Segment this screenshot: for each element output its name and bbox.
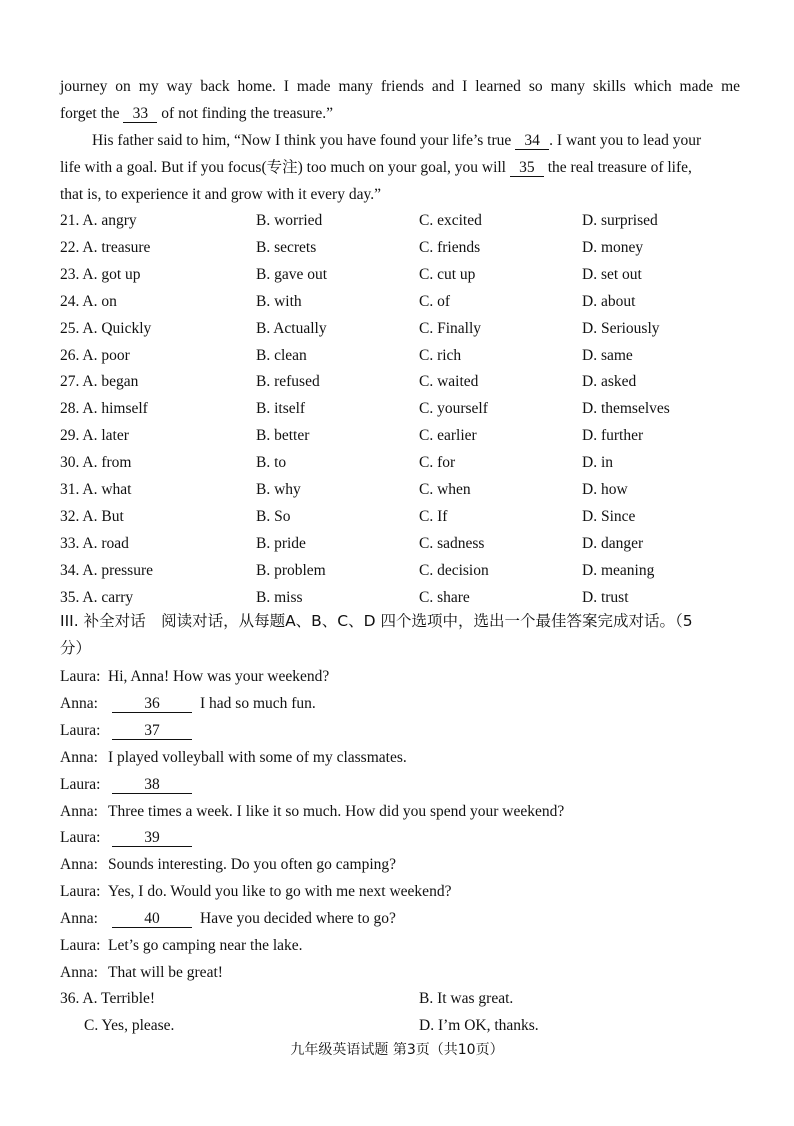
blank-35: 35 bbox=[510, 160, 544, 177]
dialogue-text: I had so much fun. bbox=[200, 694, 316, 712]
option-b: B. to bbox=[256, 454, 287, 472]
question-row bbox=[60, 210, 750, 232]
speaker-label: Laura: bbox=[60, 829, 101, 847]
section-heading: III. 补全对话 阅读对话，从每题A、B、C、D 四个选项中，选出一个最佳答案完成对话。（5 分） bbox=[60, 612, 693, 657]
dialogue-line bbox=[60, 854, 396, 876]
dialogue-text: Hi, Anna! How was your weekend? bbox=[108, 668, 330, 685]
question-row bbox=[60, 452, 750, 474]
option-c: C. Finally bbox=[419, 319, 482, 337]
option-b: B. gave out bbox=[256, 265, 328, 283]
question-number: 29. bbox=[60, 427, 80, 445]
option-d: D. Since bbox=[582, 507, 636, 525]
passage-line: forget the 33 of not finding the treasure.” bbox=[60, 105, 334, 122]
passage-line: that is, to experience it and grow with it every day.” bbox=[60, 186, 381, 203]
option-a bbox=[60, 506, 124, 528]
option-b: B. with bbox=[256, 292, 302, 310]
option-d: D. about bbox=[582, 292, 636, 310]
option-c: C. friends bbox=[419, 238, 481, 256]
dialogue-text: Have you decided where to go? bbox=[200, 910, 396, 928]
option-d: D. further bbox=[582, 427, 644, 445]
option-a bbox=[60, 291, 117, 313]
question-row bbox=[60, 371, 750, 393]
option-text: A. treasure bbox=[82, 238, 151, 256]
option-36-c: C. Yes, please. bbox=[84, 1017, 175, 1034]
option-text: A. got up bbox=[82, 265, 141, 283]
option-d: D. themselves bbox=[582, 400, 670, 418]
dialogue-line bbox=[60, 827, 192, 849]
question-number: 21. bbox=[60, 212, 80, 229]
option-b: B. secrets bbox=[256, 238, 317, 256]
option-d: D. danger bbox=[582, 534, 644, 552]
option-d: D. same bbox=[582, 346, 633, 364]
option-c: C. waited bbox=[419, 373, 479, 391]
question-number: 31. bbox=[60, 481, 80, 498]
option-a bbox=[60, 587, 133, 609]
option-a bbox=[60, 479, 131, 501]
option-b: B. problem bbox=[256, 561, 326, 579]
option-a bbox=[60, 345, 130, 367]
dialogue-text: Let’s go camping near the lake. bbox=[108, 937, 303, 954]
option-c: C. excited bbox=[419, 212, 482, 229]
dialogue-line bbox=[60, 720, 192, 742]
dialogue-line bbox=[60, 666, 329, 688]
dialogue-line bbox=[60, 962, 223, 984]
option-b: B. refused bbox=[256, 373, 320, 391]
option-text: A. on bbox=[82, 292, 117, 310]
dialogue-text: I played volleyball with some of my classmates. bbox=[108, 748, 407, 766]
option-d: D. how bbox=[582, 481, 628, 498]
option-text: A. angry bbox=[82, 212, 137, 229]
passage-line: journey on my way back home. I made many friends and I learned so many skills which made me bbox=[60, 78, 740, 95]
question-row bbox=[60, 345, 750, 367]
option-d: D. surprised bbox=[582, 212, 658, 229]
question-row bbox=[60, 533, 750, 555]
question-row bbox=[60, 318, 750, 340]
blank-40: 40 bbox=[112, 911, 192, 928]
option-b: B. itself bbox=[256, 400, 306, 418]
option-text: A. what bbox=[82, 481, 132, 498]
question-row bbox=[60, 425, 750, 447]
speaker-label: Anna: bbox=[60, 963, 98, 981]
question-number: 34. bbox=[60, 561, 80, 579]
speaker-label: Anna: bbox=[60, 910, 98, 928]
question-number: 23. bbox=[60, 265, 80, 283]
question-number: 22. bbox=[60, 238, 80, 256]
question-number: 30. bbox=[60, 454, 80, 472]
option-c: C. share bbox=[419, 588, 470, 606]
speaker-label: Laura: bbox=[60, 721, 101, 739]
speaker-label: Laura: bbox=[60, 775, 101, 793]
blank-39: 39 bbox=[112, 830, 192, 847]
dialogue-text: Sounds interesting. Do you often go camping? bbox=[108, 856, 396, 874]
option-c: C. yourself bbox=[419, 400, 488, 418]
option-d: D. asked bbox=[582, 373, 637, 391]
option-d: D. money bbox=[582, 238, 644, 256]
question-row bbox=[60, 237, 750, 259]
option-c: C. sadness bbox=[419, 534, 485, 552]
dialogue-line bbox=[60, 881, 451, 903]
question-number: 26. bbox=[60, 346, 80, 364]
option-a bbox=[60, 533, 129, 555]
question-number: 33. bbox=[60, 534, 80, 552]
question-row bbox=[60, 587, 750, 609]
option-c: C. If bbox=[419, 507, 448, 525]
option-36-b: B. It was great. bbox=[419, 990, 514, 1007]
option-36-a: 36. A. Terrible! bbox=[60, 990, 156, 1007]
page-footer: 九年级英语试题 第3页（共10页） bbox=[290, 1042, 504, 1058]
question-number: 32. bbox=[60, 507, 80, 525]
option-text: A. But bbox=[82, 507, 124, 525]
speaker-label: Anna: bbox=[60, 856, 98, 874]
dialogue-line bbox=[60, 908, 396, 930]
passage-line: His father said to him, “Now I think you have found your life’s true 34 . I want you to lead your bbox=[92, 132, 702, 149]
option-a bbox=[60, 237, 150, 259]
option-d: D. Seriously bbox=[582, 319, 660, 337]
question-number: 25. bbox=[60, 319, 80, 337]
question-row bbox=[60, 560, 750, 582]
option-a bbox=[60, 210, 137, 232]
option-text: A. road bbox=[82, 534, 129, 552]
speaker-label: Laura: bbox=[60, 668, 101, 685]
dialogue-line bbox=[60, 747, 407, 769]
option-a bbox=[60, 425, 129, 447]
option-text: A. poor bbox=[82, 346, 130, 364]
question-number: 35. bbox=[60, 588, 80, 606]
speaker-label: Anna: bbox=[60, 748, 98, 766]
option-d: D. set out bbox=[582, 265, 642, 283]
dialogue-line bbox=[60, 774, 192, 796]
question-row bbox=[60, 264, 750, 286]
blank-37: 37 bbox=[112, 723, 192, 740]
option-text: A. Quickly bbox=[82, 319, 152, 337]
speaker-label: Anna: bbox=[60, 802, 98, 820]
option-a bbox=[60, 318, 151, 340]
option-c: C. cut up bbox=[419, 265, 476, 283]
option-b: B. why bbox=[256, 481, 301, 498]
option-text: A. carry bbox=[82, 588, 134, 606]
dialogue-text: Yes, I do. Would you like to go with me next weekend? bbox=[108, 883, 452, 901]
question-row bbox=[60, 291, 750, 313]
option-a bbox=[60, 560, 153, 582]
option-d: D. meaning bbox=[582, 561, 655, 579]
passage-line: life with a goal. But if you focus(专注) too much on your goal, you will 35 the real treasure of life, bbox=[60, 159, 692, 176]
blank-38: 38 bbox=[112, 777, 192, 794]
speaker-label: Laura: bbox=[60, 883, 101, 901]
option-b: B. miss bbox=[256, 588, 303, 606]
question-number: 28. bbox=[60, 400, 80, 418]
question-number: 24. bbox=[60, 292, 80, 310]
option-c: C. earlier bbox=[419, 427, 477, 445]
option-c: C. rich bbox=[419, 346, 462, 364]
option-text: A. later bbox=[82, 427, 129, 445]
option-text: A. from bbox=[82, 454, 132, 472]
dialogue-text: That will be great! bbox=[108, 963, 223, 981]
question-row bbox=[60, 479, 750, 501]
question-row bbox=[60, 398, 750, 420]
option-d: D. trust bbox=[582, 588, 629, 606]
speaker-label: Laura: bbox=[60, 937, 101, 954]
question-row bbox=[60, 506, 750, 528]
option-b: B. Actually bbox=[256, 319, 327, 337]
option-text: A. pressure bbox=[82, 561, 153, 579]
option-c: C. for bbox=[419, 454, 456, 472]
option-text: A. began bbox=[82, 373, 139, 391]
option-c: C. of bbox=[419, 292, 450, 310]
speaker-label: Anna: bbox=[60, 694, 98, 712]
dialogue-text: Three times a week. I like it so much. How did you spend your weekend? bbox=[108, 802, 565, 820]
question-number: 27. bbox=[60, 373, 80, 391]
dialogue-line bbox=[60, 693, 316, 715]
option-text: A. himself bbox=[82, 400, 148, 418]
option-a bbox=[60, 371, 138, 393]
option-c: C. when bbox=[419, 481, 471, 498]
option-b: B. pride bbox=[256, 534, 306, 552]
option-b: B. clean bbox=[256, 346, 307, 364]
option-36-d: D. I’m OK, thanks. bbox=[419, 1017, 539, 1034]
blank-33: 33 bbox=[123, 106, 157, 123]
option-b: B. So bbox=[256, 507, 291, 525]
dialogue-line bbox=[60, 935, 303, 957]
option-c: C. decision bbox=[419, 561, 489, 579]
option-a bbox=[60, 264, 141, 286]
option-b: B. worried bbox=[256, 212, 323, 229]
blank-36: 36 bbox=[112, 696, 192, 713]
option-a bbox=[60, 398, 148, 420]
option-d: D. in bbox=[582, 454, 613, 472]
option-a bbox=[60, 452, 131, 474]
option-b: B. better bbox=[256, 427, 310, 445]
dialogue-line bbox=[60, 801, 564, 823]
blank-34: 34 bbox=[515, 133, 549, 150]
